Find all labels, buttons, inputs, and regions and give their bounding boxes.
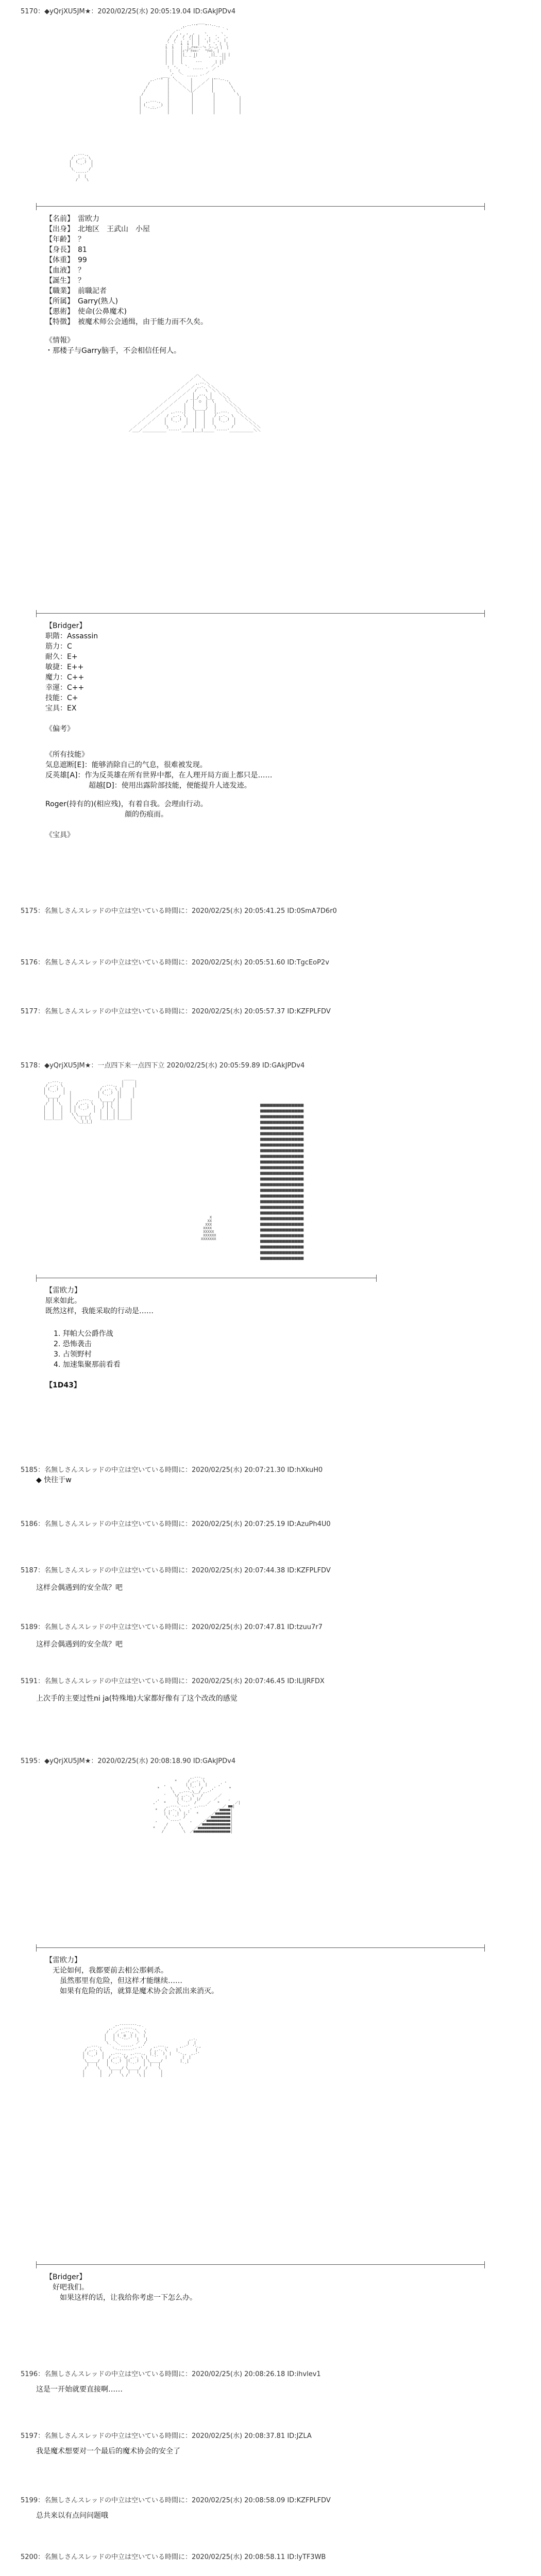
- stat-line: 【出身】 北地区 王武山 小屋: [45, 225, 150, 233]
- post-5178-scene: [21, 1285, 526, 1391]
- note-title: 《偏考》: [45, 725, 74, 733]
- skill-line: 気息遮断[E]：能够消除自己的气息，很难被发现。: [45, 761, 207, 769]
- ascii-art-battle: ,.-‐-., * / ,.-. \ , , | ( ) | ,' * \ \`'´ / ,' * \ ,.-‐-.\__/ ,.-' ' \/ ,.-. \ / ／ , | ( ) |/ ／ , ,' * \ `'´ / ／ * ／| ,.-‐-.`‐-‐' ,.-‐‐' ／ ■■| * / ,.-. \ ,' ／■■■■■| | ( ) |,' * ／■■■■■■■| \ `'´ / ／■■■■■■■■■| , `‐-‐-' , ／■■■■■■■■■■■| / \ ／■■■■■■■■■■■■■| * / \ ／■■■■■■■■■■■■■■■| / \ ／■■■■■■■■■■■■■■■■■|: [153, 1775, 241, 1834]
- divider-tick: [484, 610, 485, 617]
- divider-tick: [36, 1944, 37, 1952]
- post-header: 5170：◆yQrjXU5JM★：2020/02/25(水) 20:05:19.04 ID:GAkJPDv4: [21, 8, 236, 15]
- stat-line: 【血液】 ？: [45, 266, 85, 275]
- skill-title: 《所有技能》: [45, 751, 89, 759]
- stat-line: 【誕生】 ？: [45, 277, 85, 285]
- ascii-art-shade-block: ■■■■■■■■■■■■■■ ■■■■■■■■■■■■■■ ■■■■■■■■■■■■■■ ■■■■■■■■■■■■■■ ■■■■■■■■■■■■■■ ■■■■■■■■■■■■■■ ■■■■■■■■■■■■■■ ■■■■■■■■■■■■■■ ■■■■■■■■■■■■■■ ■■■■■■■■■■■■■■ ■■■■■■■■■■■■■■ ■■■■■■■■■■■■■■ ■■■■■■■■■■■■■■ ■■■■■■■■■■■■■■ ■■■■■■■■■■■■■■ ■■■■■■■■■■■■■■ ■■■■■■■■■■■■■■ ■■■■■■■■■■■■■■ ■■■■■■■■■■■■■■ ■■■■■■■■■■■■■■ ■■■■■■■■■■■■■■ ■■■■■■■■■■■■■■ ■■■■■■■■■■■■■■ ■■■■■■■■■■■■■■ ■■■■■■■■■■■■■■ ■■■■■■■■■■■■■■ ■■■■■■■■■■■■■■ ■■■■■■■■■■■■■■: [260, 1103, 304, 1261]
- divider-tick: [36, 610, 37, 617]
- post-5189: [21, 1623, 526, 1650]
- post-body: 这样会偶遇到的安全哉？吧: [36, 1584, 123, 1592]
- ascii-art-figures: ,.-‐-., |￣￣￣| / ,.-. \ ,.-‐-., | | | ( ) | / ,.-. \ | | | `'´ | | | ( ) || | \_____/ | | `'´ || | | | | | ,.-‐-., \_____/ | | / | \ | / ,.-. \ | | | | | | | | | | ( ) | / | \ | | | | | | | `'´ | | | | | | | | | \ \_____/ | | | | | |___|___| \ | | | |__|__| |_____| ＼_|_|_|: [43, 1080, 137, 1124]
- stat-line: 【名前】 雷欧力: [45, 215, 99, 223]
- stat-line: 【悪術】 使命(公鼻魔术): [45, 308, 127, 316]
- post-5170-class: [21, 621, 526, 840]
- divider-tick: [36, 1275, 37, 1282]
- scene-line: 【雷欧力】: [45, 1286, 81, 1295]
- post-header: 5195：◆yQrjXU5JM★：2020/02/25(水) 20:08:18.90 ID:GAkJPDv4: [21, 1757, 236, 1765]
- post-header: 5175：名無しさんスレッドの中立は空いている時間に：2020/02/25(水) 20:05:41.25 ID:0SmA7D6r0: [21, 907, 337, 915]
- scene-line: 原来如此。: [45, 1297, 81, 1305]
- post-5176: [21, 958, 526, 968]
- divider-tick: [376, 1275, 377, 1282]
- post-5178: [21, 1061, 526, 1071]
- post-5185: [21, 1466, 526, 1485]
- info-line: ・那楼子与Garry脑手，不会相信任何人。: [45, 347, 181, 355]
- post-body: 上次手的主要过性ni ja(特殊地)大家都好像有了这个改改的感觉: [36, 1694, 238, 1703]
- ascii-art-hooded: ／＼ ／ ＼ ／ ,.‐-.＼ ／ ／ ,.-. ＼＼ ／ ／ / \ ＼＼ ／ ／ | ,., | ＼＼ ／ ／ _|_/ \_|_ ＼＼ ／ ／ / | ○ | \ ＼＼ ／ ／ | | | | ＼＼ ／ ／ | \_____/ | ＼＼ ／ ／ ,.-‐-.| | | |,.-‐-. ＼＼ ／ ／ / ,.-. \ | | / ,.-. \ ＼＼ ／ ／ | ( ) | | | | ( ) | ＼＼ ／ ／ | `'´ | | | | `'´ | ＼＼ ／ ／ \ / | | \ / ＼＼ ／___／___________`‐-‐-‐'_____|___|_____`‐-‐-‐'___________＼＼: [129, 374, 261, 432]
- post-5177: [21, 1007, 526, 1016]
- extra-line: 顔的伤痕而。: [45, 810, 168, 819]
- divider: [36, 1947, 484, 1948]
- scene-line: 如果这样的话，让我给你考虑一下怎么办。: [45, 2294, 197, 2302]
- scene-line: 好吧我们。: [45, 2283, 89, 2292]
- choice-item: 4. 加速集聚那前看看: [54, 1361, 121, 1369]
- skill-line: 超越[D]：使用出露阶部技能，便能提升人迹发迹。: [45, 782, 251, 790]
- post-body: 这样会偶遇到的安全哉？吧: [36, 1640, 123, 1649]
- post-5195-scene: [21, 1955, 526, 1996]
- post-body: ◆ 快往于w: [36, 1476, 72, 1484]
- class-line: 筋力：C: [45, 642, 72, 651]
- post-5195-scene2: [21, 2272, 526, 2303]
- divider: [36, 613, 484, 614]
- class-line: 技能：C+: [45, 694, 78, 702]
- extra-line: Roger(持有的)(相应残)，有着自我。会理由行动。: [45, 800, 208, 808]
- stat-line: 【年齢】 ？: [45, 235, 85, 244]
- scene-line: 【雷欧力】: [45, 1956, 81, 1964]
- divider-tick: [36, 2261, 37, 2268]
- post-5199: [21, 2496, 526, 2521]
- class-line: 耐久：E+: [45, 653, 78, 661]
- post-5200: [21, 2553, 526, 2562]
- info-title: 《情報》: [45, 336, 74, 345]
- post-header: 5191：名無しさんスレッドの中立は空いている時間に：2020/02/25(水) 20:07:46.45 ID:ILIJRFDX: [21, 1677, 325, 1685]
- post-header: 5200：名無しさんスレッドの中立は空いている時間に：2020/02/25(水) 20:08:58.11 ID:lyTF3WB: [21, 2553, 326, 2561]
- stat-line: 【特徴】 被魔术师公会通缉，由于能力而不久矣。: [45, 318, 208, 326]
- ascii-art-portrait: ,.-‐''"￣￣"''‐-., ,.'´ ｀ヽ ／ , , , ヽ ヽ / / / /| | ', ', ', / / ,' ,'| | ',| ', | ,' ,' i i | | ', ', | | i i | |,r==‐-'ﾍ ＞-,ｨ | | | | |ｨ'ﾃ¨ﾃ===ﾞ "ﾃ=ﾄ, | | | ||_ _ || ||_ _|| | | | | " ' || | | | ‐-‐ | || ', ', ｀ヽ ／ ,' ', ', ｀ ‐-‐-‐ ' ／ ', ＼ ／ ＿＿_', ｀ ‐-‐-‐ '´ ,.-''" | ＼ | ／ |"''‐-., / | ＼ | ／ | \ / | ＼ | ／ | \ / | ＼|／ | \ / | | | \ | | | | | | ,.-‐-., | | | | | ( _ ) | | | | | `'‐-‐'´ | | | | | | | | |: [139, 24, 242, 114]
- post-header: 5178：◆yQrjXU5JM★：一点四下来一点四下立 2020/02/25(水) 20:05:59.89 ID:GAkJPDv4: [21, 1062, 305, 1070]
- post-body: 总共来以有点问问题哦: [36, 2512, 108, 2520]
- post-header: 5187：名無しさんスレッドの中立は空いている時間に：2020/02/25(水) 20:07:44.38 ID:KZFPLFDV: [21, 1567, 331, 1574]
- post-header: 5177：名無しさんスレッドの中立は空いている時間に：2020/02/25(水) 20:05:57.37 ID:KZFPLFDV: [21, 1008, 331, 1015]
- post-5196: [21, 2370, 526, 2395]
- scene-line: 无论如何，我都要前去相公那刺杀。: [45, 1967, 168, 1975]
- post-5170: [21, 7, 526, 16]
- choice-item: 2. 恐怖袭击: [54, 1340, 92, 1348]
- stat-line: 【身長】 81: [45, 246, 87, 254]
- class-line: 幸運：C++: [45, 684, 84, 692]
- ascii-art-group: ,.-‐‐‐‐‐‐-., ,.' ,.-‐‐-., ｀. / ／ ,.--., ＼ \ | | ( ◎ ) | | | | `'‐-'´ | | ,.-. \ ＼ ／ / | | ,.-‐-., ｀. `‐-‐-‐' ,.' ,.-‐-., ,.-' '-., / ,.-. \ `'‐-‐‐‐-‐'´ / ,.-. \ | | | ( ) | ,.-‐-., ,.-‐-., | ( ) | '-., ,.-' | `'´ | / ,.-. \/ ,.-. \ | `'´ | | | \_____/ | ( ) |( ) | \_____/ | | | | | `'´ | `'´ | | | `'´ / \ \_____/ \_____/ / \ | | | | | | | | | | / \ / \ | |: [82, 2023, 201, 2077]
- stat-line: 【所属】 Garry(熟人): [45, 297, 118, 306]
- divider-tick: [484, 203, 485, 210]
- divider-tick: [484, 1944, 485, 1952]
- stat-line: 【体重】 99: [45, 256, 87, 264]
- post-5197: [21, 2432, 526, 2456]
- class-line: 职階：Assassin: [45, 632, 98, 640]
- choice-item: 3. 占领野村: [54, 1350, 92, 1359]
- post-header: 5185：名無しさんスレッドの中立は空いている時間に：2020/02/25(水) 20:07:21.30 ID:hXkuH0: [21, 1466, 323, 1474]
- post-header: 5189：名無しさんスレッドの中立は空いている時間に：2020/02/25(水) 20:07:47.81 ID:tzuu7r7: [21, 1623, 323, 1631]
- post-body: 这是一开始就要直接啊……: [36, 2385, 123, 2394]
- post-header: 5197：名無しさんスレッドの中立は空いている時間に：2020/02/25(水) 20:08:37.81 ID:JZLA: [21, 2432, 312, 2440]
- divider: [36, 2264, 484, 2265]
- post-5187: [21, 1566, 526, 1593]
- post-header: 5186：名無しさんスレッドの中立は空いている時間に：2020/02/25(水) 20:07:25.19 ID:AzuPh4U0: [21, 1520, 331, 1528]
- scene-line: 既然这样，我能采取的行动是……: [45, 1307, 154, 1315]
- post-5175: [21, 907, 526, 916]
- post-5195: [21, 1757, 526, 1766]
- class-line: 【Bridger】: [45, 622, 87, 630]
- ascii-art-hand: ,.-‐-., / ,.-. \ | ( ) | | `'´ | \ / `‐-‐-‐' | | / \: [69, 152, 93, 182]
- class-line: 魔力：C++: [45, 673, 84, 682]
- post-5186: [21, 1520, 526, 1529]
- post-5191: [21, 1677, 526, 1704]
- post-header: 5196：名無しさんスレッドの中立は空いている時間に：2020/02/25(水) 20:08:26.18 ID:ihvlev1: [21, 2370, 321, 2378]
- divider-tick: [484, 2261, 485, 2268]
- scene-line: 【Bridger】: [45, 2273, 87, 2281]
- post-header: 5176：名無しさんスレッドの中立は空いている時間に：2020/02/25(水) 20:05:51.60 ID:TgcEoP2v: [21, 959, 329, 967]
- vote-label: 【1D43】: [45, 1381, 81, 1389]
- class-line: 宝具：EX: [45, 704, 77, 713]
- treasure-title: 《宝具》: [45, 831, 74, 839]
- stat-line: 【職業】 前職記者: [45, 287, 107, 295]
- divider: [36, 206, 484, 207]
- choice-item: 1. 拜帕大公爵作战: [54, 1330, 113, 1338]
- post-5170-stats: [21, 214, 526, 356]
- ascii-art-xxx: X XX XXX XXXX XXXXX XXXXXX XXXXXXX: [201, 1216, 216, 1241]
- skill-line: 反英雄[A]：作为反英雄在所有世界中都，在人理开局方面上都只是……: [45, 771, 273, 779]
- class-line: 敏捷：E++: [45, 663, 84, 671]
- scene-line: 如果有危险的话，就算是魔术协会会派出来消灭。: [45, 1987, 218, 1995]
- post-body: 我是魔术想要对一个最后的魔术协会的安全了: [36, 2447, 180, 2455]
- scene-line: 虽然那里有危险，但这样才能继续……: [45, 1977, 182, 1985]
- divider-tick: [36, 203, 37, 210]
- post-header: 5199：名無しさんスレッドの中立は空いている時間に：2020/02/25(水) 20:08:58.09 ID:KZFPLFDV: [21, 2497, 331, 2504]
